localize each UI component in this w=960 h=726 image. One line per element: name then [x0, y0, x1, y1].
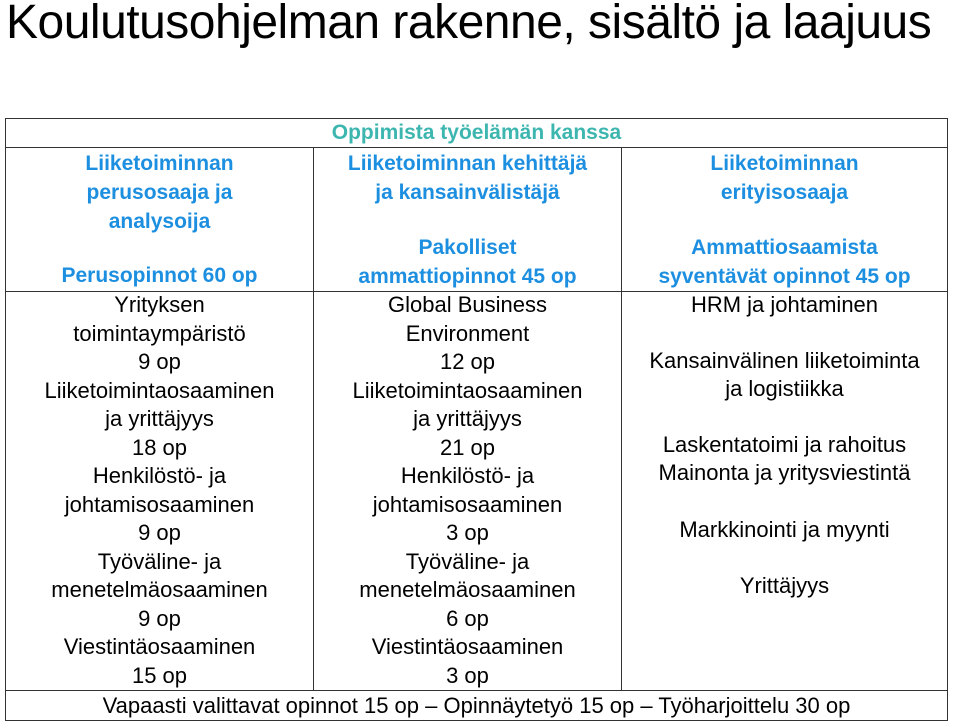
- column-2-subheader: [314, 233, 621, 291]
- column-1-body: [6, 291, 313, 690]
- column-2-body: [314, 291, 621, 690]
- course-line: Yrityksen: [114, 292, 205, 317]
- credit-line: 12 op: [439, 349, 496, 374]
- course-line: Liiketoimintaosaaminen: [352, 377, 583, 403]
- credit-line: 9 op: [138, 520, 181, 545]
- column-3-subheader: [622, 233, 947, 291]
- column-2-header: [314, 149, 621, 207]
- course-line: menetelmäosaaminen: [359, 577, 576, 602]
- credit-line: 9 op: [138, 349, 181, 374]
- credit-line: 3 op: [446, 662, 489, 688]
- column-3-header-line: erityisosaaja: [720, 181, 849, 204]
- column-1-header: [6, 149, 313, 236]
- course-line: Liiketoimintaosaaminen: [44, 377, 275, 403]
- banner-divider: [6, 147, 947, 148]
- specialization-item: Laskentatoimi ja rahoitus: [662, 432, 907, 457]
- specialization-item: Mainonta ja yritysviestintä: [658, 460, 911, 485]
- course-line: ja yrittäjyys: [105, 406, 214, 431]
- course-line: johtamisosaaminen: [372, 491, 563, 517]
- course-line: Henkilöstö- ja: [92, 463, 227, 488]
- course-line: Työväline- ja: [97, 548, 222, 574]
- column-1-header-line: perusosaaja ja: [86, 181, 233, 204]
- credit-line: 6 op: [446, 605, 489, 631]
- column-1-subheader-line: Perusopinnot 60 op: [61, 264, 258, 287]
- specialization-item: Markkinointi ja myynti: [679, 517, 890, 542]
- course-line: johtamisosaaminen: [64, 491, 255, 517]
- course-line: Viestintäosaaminen: [63, 634, 256, 659]
- column-2-header-line: ja kansainvälistäjä: [375, 181, 560, 204]
- page-title: Koulutusohjelman rakenne, sisältö ja laajuus: [6, 0, 932, 49]
- specialization-item: Yrittäjyys: [739, 573, 830, 598]
- specialization-item: HRM ja johtaminen: [690, 292, 879, 317]
- course-line: Henkilöstö- ja: [400, 463, 535, 488]
- column-2-header-line: Liiketoiminnan kehittäjä: [347, 152, 588, 175]
- curriculum-table: [5, 118, 948, 721]
- column-1-header-line: analysoija: [108, 210, 211, 233]
- column-3-subheader-line: syventävät opinnot 45 op: [658, 265, 911, 288]
- table-footer: Vapaasti valittavat opinnot 15 op – Opinnäytetyö 15 op – Työharjoittelu 30 op: [102, 693, 851, 718]
- column-2-subheader-line: Pakolliset: [418, 236, 517, 259]
- column-3-subheader-line: Ammattiosaamista: [691, 236, 878, 259]
- column-2-subheader-line: ammattiopinnot 45 op: [358, 265, 577, 288]
- column-3-header: [622, 149, 947, 207]
- specialization-item: Kansainvälinen liiketoiminta: [649, 348, 920, 373]
- credit-line: 3 op: [446, 520, 489, 545]
- specialization-item: ja logistiikka: [725, 376, 844, 401]
- credit-line: 18 op: [131, 434, 188, 460]
- column-1-header-line: Liiketoiminnan: [85, 152, 234, 175]
- course-line: toimintaympäristö: [73, 320, 246, 346]
- course-line: Global Business: [388, 292, 547, 317]
- credit-line: 15 op: [131, 662, 188, 688]
- table-banner: Oppimista työelämän kanssa: [331, 121, 622, 144]
- column-3-header-line: Liiketoiminnan: [710, 152, 859, 175]
- column-3-body: [622, 291, 947, 600]
- course-line: Viestintäosaaminen: [371, 634, 564, 659]
- column-1-subheader: [6, 261, 313, 290]
- credit-line: 9 op: [138, 605, 181, 631]
- credit-line: 21 op: [439, 434, 496, 460]
- course-line: ja yrittäjyys: [413, 406, 522, 431]
- course-line: Työväline- ja: [405, 548, 530, 574]
- course-line: Environment: [405, 320, 530, 346]
- course-line: menetelmäosaaminen: [51, 577, 268, 602]
